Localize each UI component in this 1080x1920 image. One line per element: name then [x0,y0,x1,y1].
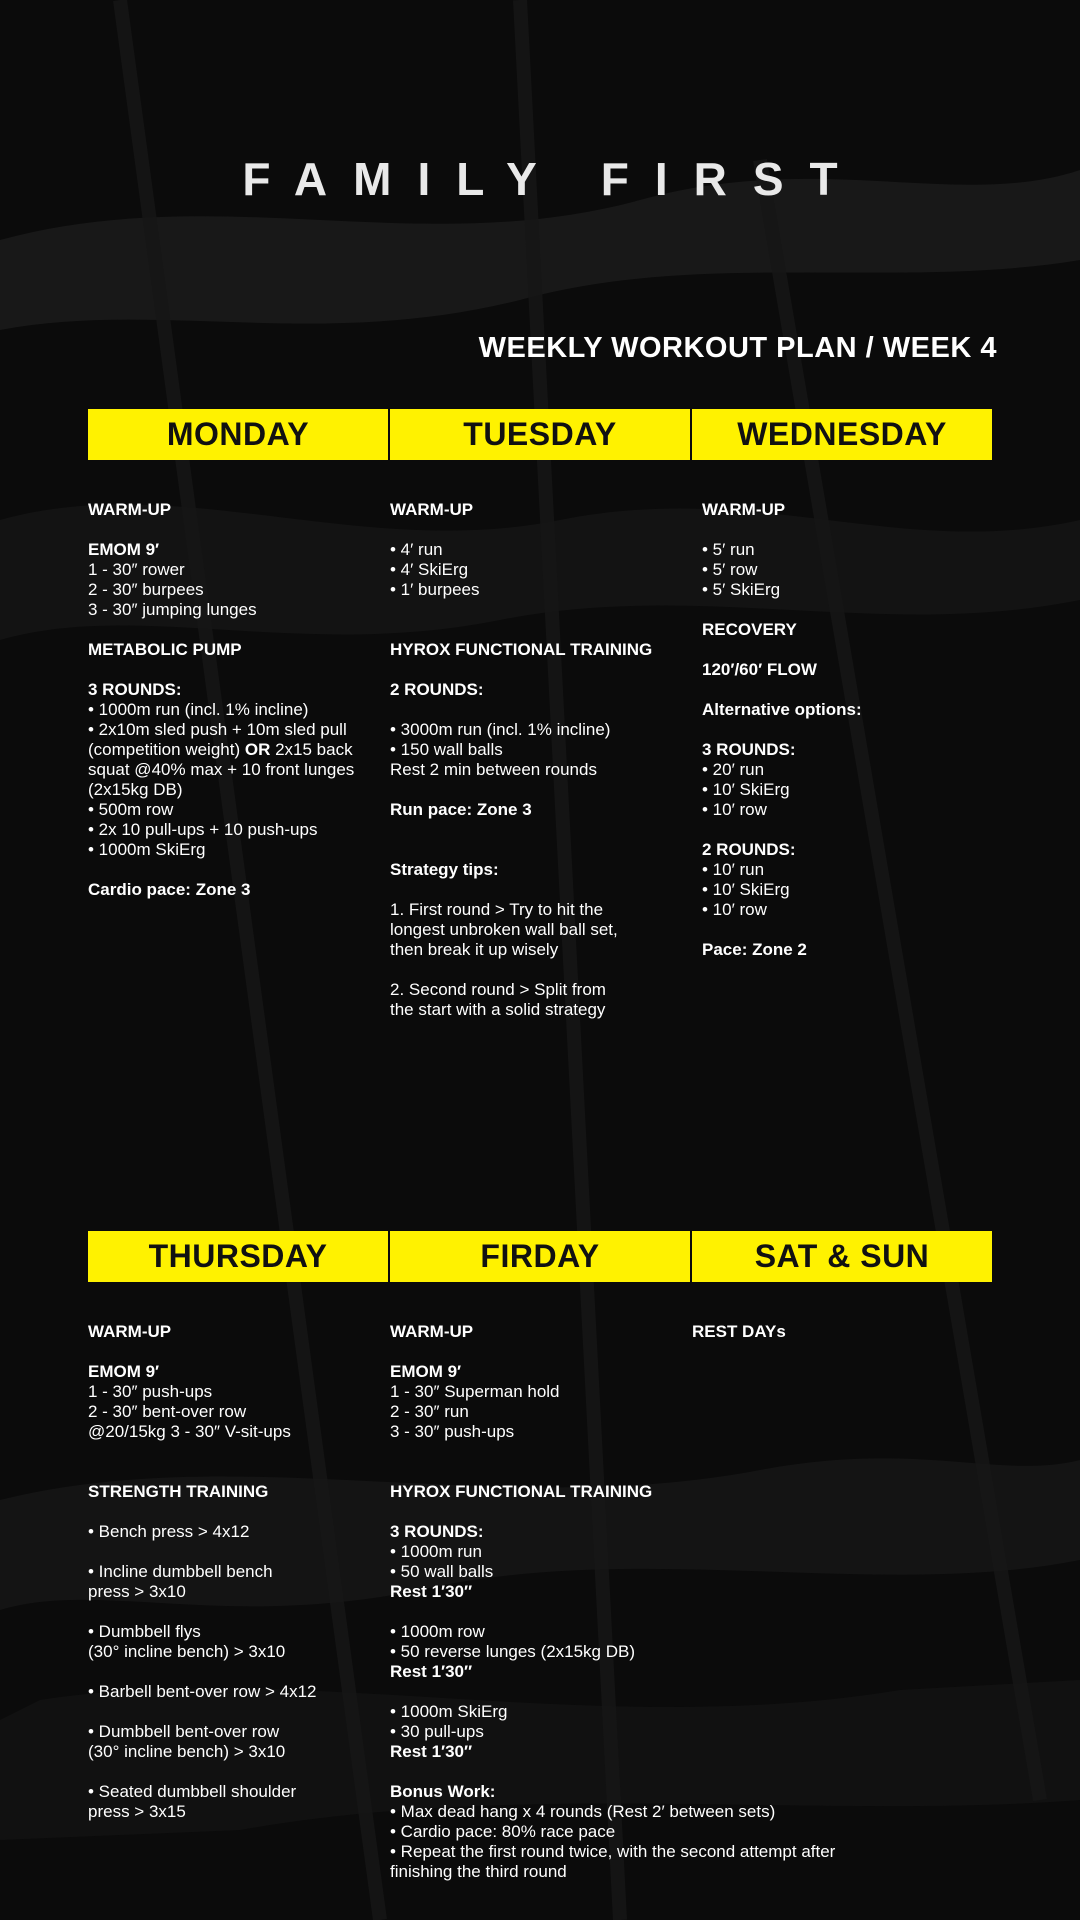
tuesday-tip-line: the start with a solid strategy [390,1000,606,1019]
friday-set-line: • 1000m run [390,1542,482,1561]
friday-set-line: • 1000m SkiErg [390,1702,508,1721]
monday-emom-line: 3 - 30″ jumping lunges [88,600,257,619]
monday-round-line: • 1000m run (incl. 1% incline) [88,700,309,719]
day-header-thursday: THURSDAY [88,1231,390,1282]
wednesday-round-line: • 10′ SkiErg [702,880,790,899]
day-header-row-1 [88,409,992,460]
friday-bonus-heading: Bonus Work: [390,1782,496,1801]
wednesday-2rounds-heading: 2 ROUNDS: [702,840,796,859]
friday-set-2 [390,1622,990,1682]
friday-bonus-line: • Cardio pace: 80% race pace [390,1822,616,1841]
thursday-emom-line: 1 - 30″ push-ups [88,1382,213,1401]
thursday-exercise-line: (30° incline bench) > 3x10 [88,1642,286,1661]
tuesday-rounds-heading: 2 ROUNDS: [390,680,484,699]
wednesday-recovery-heading: RECOVERY [702,620,797,639]
wednesday-round-line: • 10′ row [702,900,767,919]
monday-pump-heading: METABOLIC PUMP [88,640,242,659]
wednesday-warmup-heading: WARM-UP [702,500,786,519]
tuesday-tip-line: 2. Second round > Split from [390,980,606,999]
friday-emom-line: 2 - 30″ run [390,1402,469,1421]
friday-set-line: • 50 reverse lunges (2x15kg DB) [390,1642,636,1661]
friday-set-1 [390,1522,990,1602]
wednesday-pace: Pace: Zone 2 [702,940,807,959]
friday-set-line: • 30 pull-ups [390,1722,484,1741]
monday-or-text: OR [244,740,271,759]
friday-bonus-line: finishing the third round [390,1862,567,1881]
friday-set-line: • 1000m row [390,1622,485,1641]
thursday-exercise-line: • Dumbbell bent-over row [88,1722,280,1741]
thursday-warmup-heading: WARM-UP [88,1322,172,1341]
thursday-emom-block [88,1362,388,1442]
thursday-exercise [88,1622,388,1662]
thursday-exercise-line: (30° incline bench) > 3x10 [88,1742,286,1761]
thursday-exercise-line: • Bench press > 4x12 [88,1522,250,1541]
friday-emom-block [390,1362,990,1442]
tuesday-column [390,500,690,1040]
thursday-exercise [88,1782,388,1822]
thursday-emom-line: 2 - 30″ bent-over row [88,1402,247,1421]
wednesday-alt-heading: Alternative options: [702,700,862,719]
friday-rest: Rest 1′30″ [390,1742,473,1761]
monday-round-line: (2x15kg DB) [88,780,183,799]
thursday-exercise-line: press > 3x10 [88,1582,186,1601]
thursday-exercise-line: press > 3x15 [88,1802,186,1821]
wednesday-flow: 120′/60′ FLOW [702,660,817,679]
weekend-column [692,1322,982,1362]
day-header-friday: FIRDAY [390,1231,692,1282]
day-header-row-2 [88,1231,992,1282]
wednesday-warmup-block [702,540,992,600]
monday-warmup-heading: WARM-UP [88,500,172,519]
thursday-exercise [88,1682,388,1702]
monday-pace: Cardio pace: Zone 3 [88,880,251,899]
wednesday-round-line: • 10′ SkiErg [702,780,790,799]
friday-set-line: • 50 wall balls [390,1562,494,1581]
thursday-exercise [88,1522,388,1542]
friday-column [390,1322,990,1902]
monday-rounds-heading: 3 ROUNDS: [88,680,182,699]
tuesday-round-line: • 3000m run (incl. 1% incline) [390,720,611,739]
wednesday-round-line: • 20′ run [702,760,765,779]
friday-rounds-heading: 3 ROUNDS: [390,1522,484,1541]
monday-emom-block [88,540,388,620]
wednesday-round-line: • 10′ row [702,800,767,819]
friday-set-3 [390,1702,990,1762]
friday-rest: Rest 1′30″ [390,1662,473,1681]
friday-emom-heading: EMOM 9′ [390,1362,462,1381]
thursday-strength-heading: STRENGTH TRAINING [88,1482,269,1501]
thursday-emom-line: @20/15kg 3 - 30″ V-sit-ups [88,1422,291,1441]
thursday-exercise-line: • Seated dumbbell shoulder [88,1782,297,1801]
wednesday-warmup-line: • 5′ run [702,540,755,559]
tuesday-round-line: • 150 wall balls [390,740,503,759]
wednesday-3rounds-block [702,740,992,820]
wednesday-warmup-line: • 5′ row [702,560,758,579]
friday-emom-line: 3 - 30″ push-ups [390,1422,515,1441]
monday-round-text: (competition weight) [88,740,245,759]
tuesday-tip-line: 1. First round > Try to hit the [390,900,604,919]
monday-round-line: • 2x10m sled push + 10m sled pull [88,720,347,739]
tuesday-warmup-block [390,540,690,600]
tuesday-tip-line: then break it up wisely [390,940,559,959]
friday-warmup-heading: WARM-UP [390,1322,474,1341]
tuesday-warmup-line: • 4′ run [390,540,443,559]
day-header-tuesday: TUESDAY [390,409,692,460]
monday-emom-line: 1 - 30″ rower [88,560,185,579]
plan-subtitle: WEEKLY WORKOUT PLAN / WEEK 4 [478,332,997,364]
wednesday-warmup-line: • 5′ SkiErg [702,580,781,599]
wednesday-2rounds-block [702,840,992,920]
monday-round-line: • 500m row [88,800,174,819]
thursday-column [88,1322,388,1842]
tuesday-warmup-line: • 1′ burpees [390,580,480,599]
friday-emom-line: 1 - 30″ Superman hold [390,1382,560,1401]
tuesday-pace: Run pace: Zone 3 [390,800,532,819]
monday-rounds-block [88,680,388,860]
thursday-exercise-line: • Incline dumbbell bench [88,1562,273,1581]
tuesday-tip-1 [390,900,690,960]
tuesday-warmup-line: • 4′ SkiErg [390,560,469,579]
friday-bonus-line: • Repeat the first round twice, with the second attempt after [390,1842,836,1861]
wednesday-column [702,500,992,980]
thursday-exercise [88,1562,388,1602]
monday-emom-line: 2 - 30″ burpees [88,580,204,599]
monday-round-text: 2x15 back [270,740,353,759]
tuesday-warmup-heading: WARM-UP [390,500,474,519]
monday-round-line [88,740,388,760]
monday-round-line: • 2x 10 pull-ups + 10 push-ups [88,820,318,839]
wednesday-round-line: • 10′ run [702,860,765,879]
friday-bonus-block [390,1782,990,1882]
friday-rest: Rest 1′30″ [390,1582,473,1601]
tuesday-tip-line: longest unbroken wall ball set, [390,920,618,939]
monday-column [88,500,388,920]
thursday-exercise-line: • Dumbbell flys [88,1622,201,1641]
friday-hyrox-heading: HYROX FUNCTIONAL TRAINING [390,1482,653,1501]
tuesday-round-line: Rest 2 min between rounds [390,760,597,779]
wednesday-3rounds-heading: 3 ROUNDS: [702,740,796,759]
day-header-wednesday: WEDNESDAY [692,409,992,460]
thursday-emom-heading: EMOM 9′ [88,1362,160,1381]
brand-title: FAMILY FIRST [242,153,864,205]
tuesday-tips-heading: Strategy tips: [390,860,499,879]
monday-emom-heading: EMOM 9′ [88,540,160,559]
monday-round-line: • 1000m SkiErg [88,840,206,859]
tuesday-tip-2 [390,980,690,1020]
friday-bonus-line: • Max dead hang x 4 rounds (Rest 2′ between sets) [390,1802,776,1821]
monday-round-line: squat @40% max + 10 front lunges [88,760,355,779]
thursday-exercise [88,1722,388,1762]
day-header-weekend: SAT & SUN [692,1231,992,1282]
tuesday-rounds-block [390,720,690,780]
thursday-exercise-line: • Barbell bent-over row > 4x12 [88,1682,317,1701]
weekend-rest: REST DAYs [692,1322,786,1341]
tuesday-hyrox-heading: HYROX FUNCTIONAL TRAINING [390,640,653,659]
day-header-monday: MONDAY [88,409,390,460]
